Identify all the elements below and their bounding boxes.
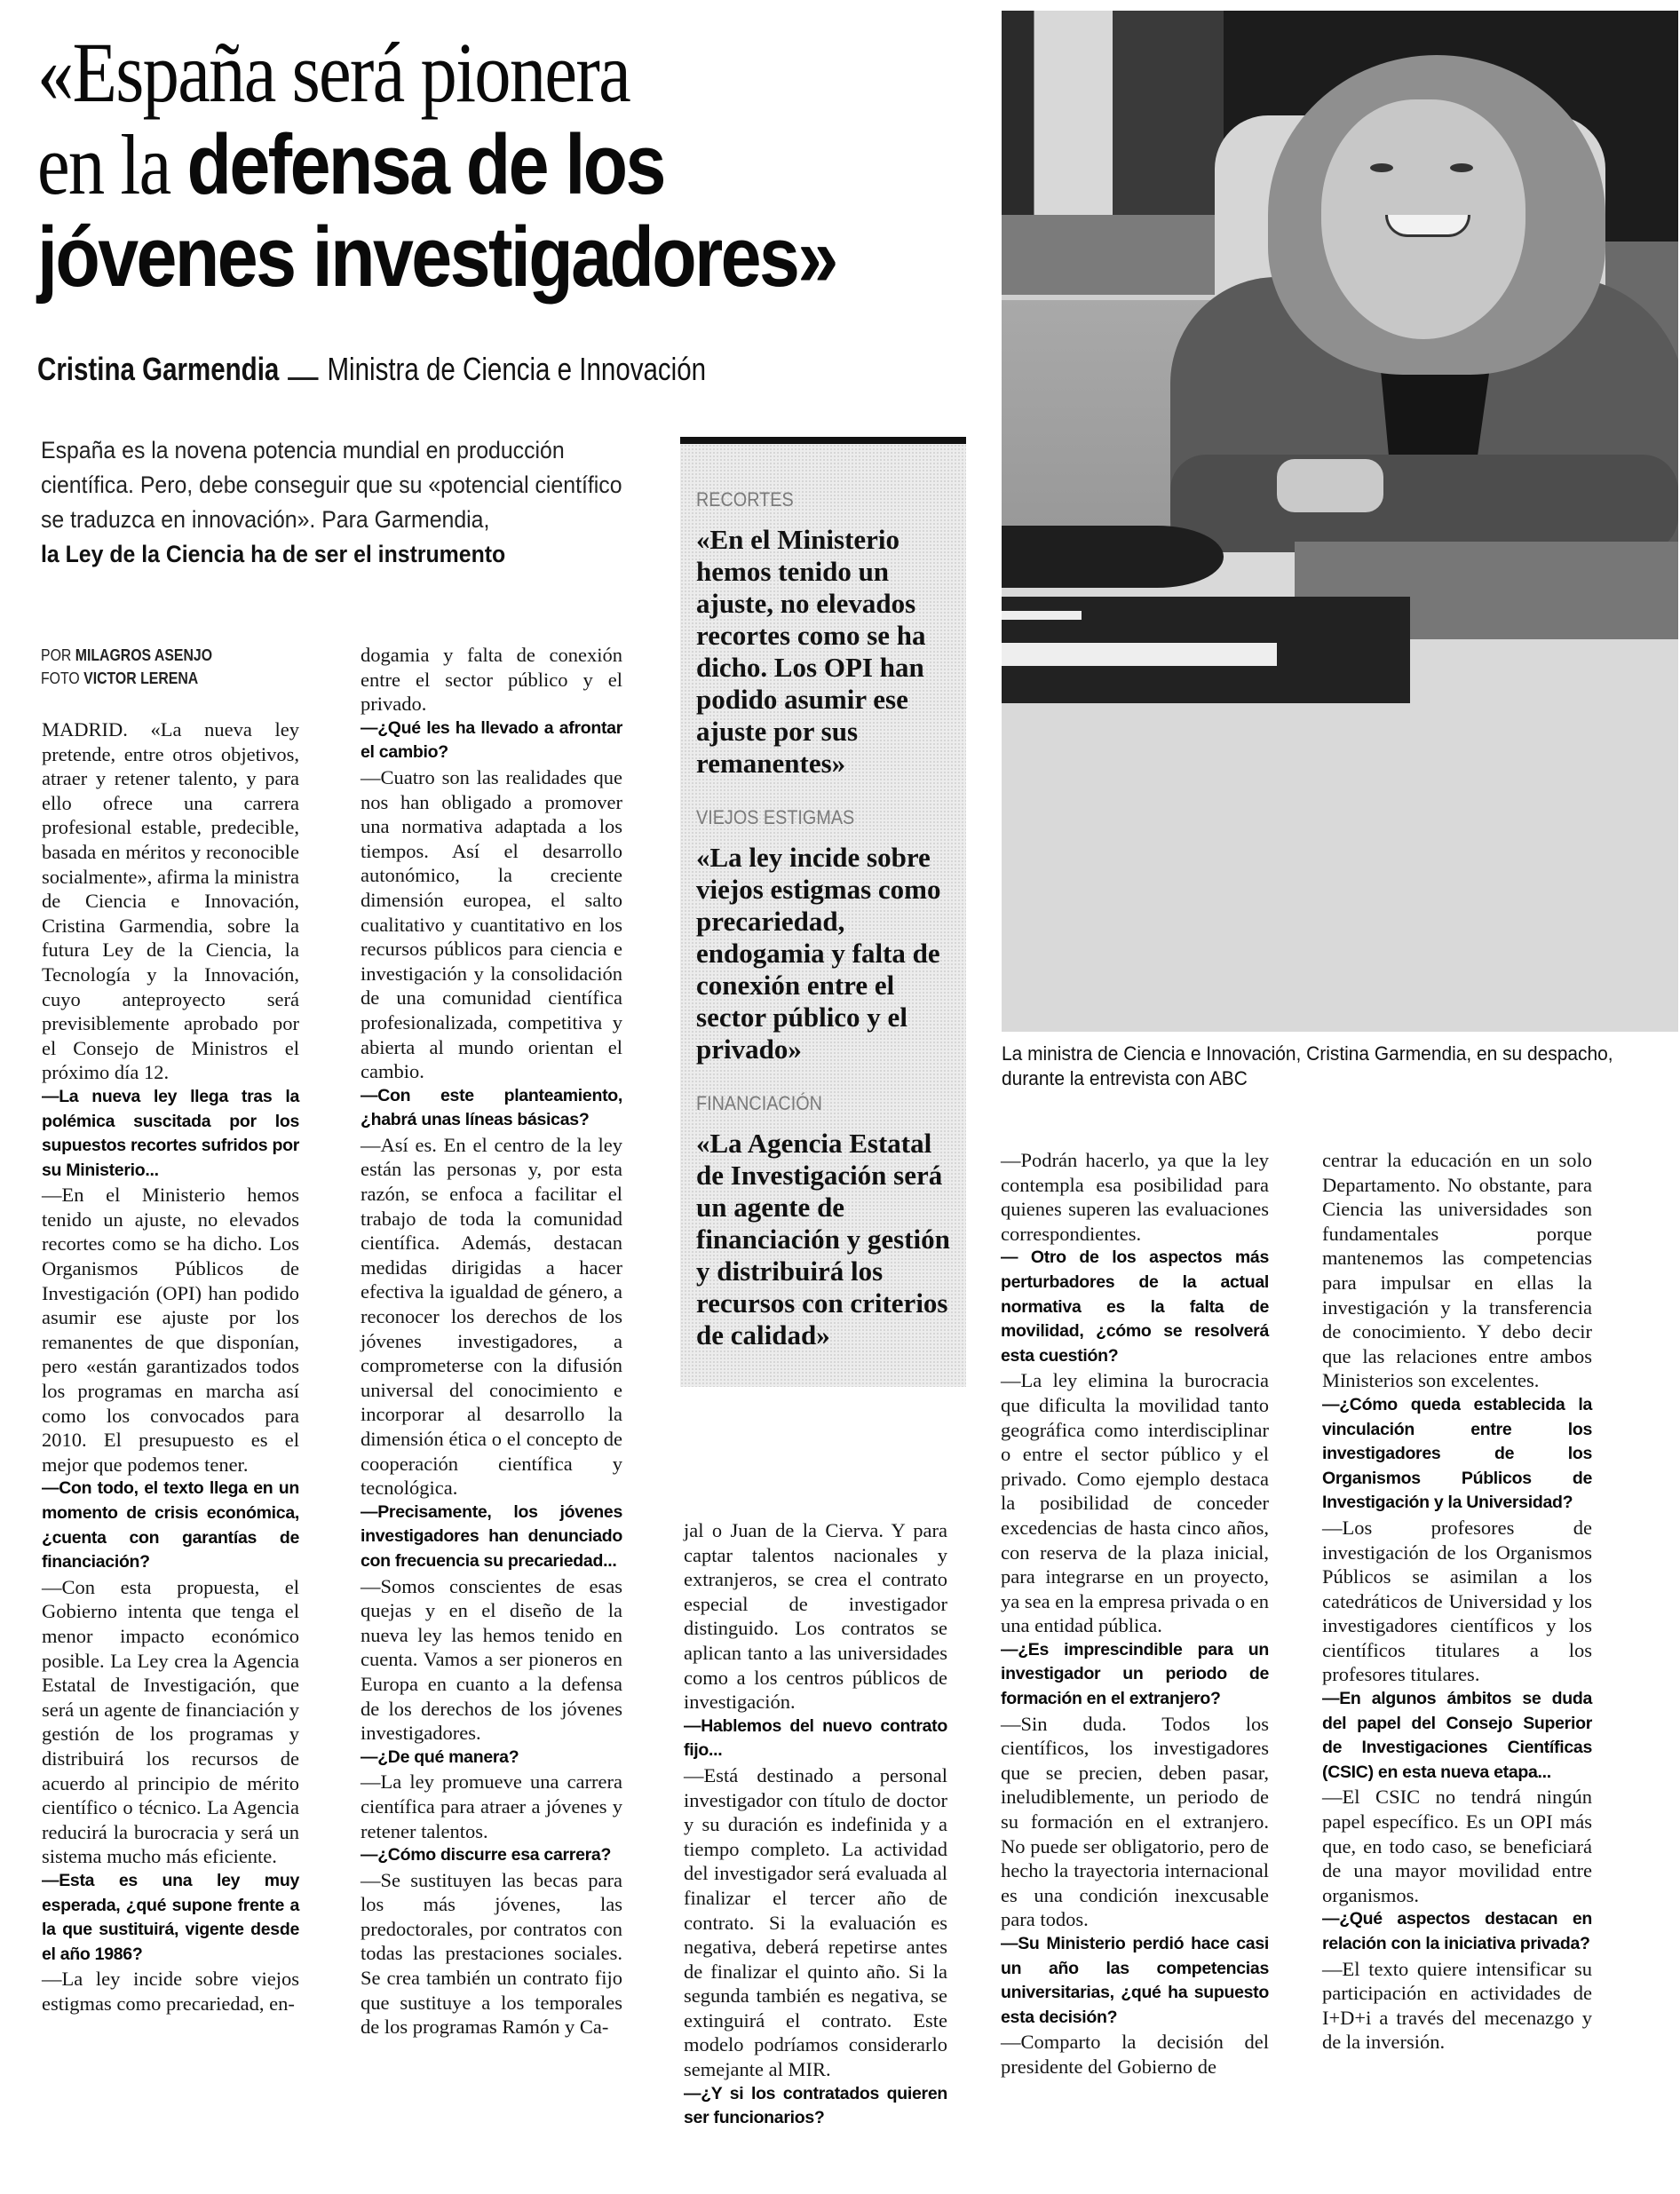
interview-question: —Hablemos del nuevo contrato fijo... <box>684 1715 947 1761</box>
photo-eye-left <box>1370 163 1393 172</box>
body-column-2 <box>361 643 622 2040</box>
interview-question: — Otro de los aspectos más perturbadores de la actual normativa es la falta de movilidad, ¿cómo se resolverá esta cuestión? <box>1001 1247 1269 1366</box>
interview-question: —Con todo, el texto llega en un momento de crisis económica, ¿cuenta con garantías de financiación? <box>42 1478 299 1572</box>
photo-credit: FOTO VICTOR LERENA <box>41 669 199 687</box>
sidebar-label: FINANCIACIÓN <box>696 1092 822 1114</box>
headline-line-1: «España será pionera <box>37 25 630 120</box>
pull-quote: «En el Ministerio hemos tenido un ajuste, no elevados recortes como se ha dicho. Los OPI han podido asumir ese ajuste por sus remanentes» <box>696 524 926 779</box>
interview-question: —Con este planteamiento, ¿habrá unas líneas básicas? <box>361 1085 622 1130</box>
interviewee-line <box>37 351 706 388</box>
interview-answer: centrar la educación en un solo Departamento. No obstante, para Ciencia las universidades son fundamentales porque mantenemos las competencias para impulsar en ellas la investigación y la transferencia de conocimiento. Y debo decir que las relaciones entre ambos Ministerios son excelentes. <box>1322 1149 1592 1392</box>
interview-question: —Esta es una ley muy esperada, ¿qué supone frente a la que sustituirá, vigente desde el año 1986? <box>42 1870 299 1964</box>
photo-shelf <box>1002 215 1215 295</box>
interview-answer: —En el Ministerio hemos tenido un ajuste, no elevados recortes como se ha dicho. Los Organismos Públicos de Investigación (OPI) han podido asumir ese ajuste por los remanentes de que disponían, pero «están garantizados todos los programas en marcha así como los convocados para 2010. El presupuesto es el mejor que podemos tener. <box>42 1184 299 1476</box>
sidebar-item-financiacion <box>680 1092 966 1351</box>
sidebar-item-viejos-estigmas <box>680 806 966 1065</box>
photo-smile <box>1385 215 1470 237</box>
interview-question: —En algunos ámbitos se duda del papel del Consejo Superior de Investigaciones Científicas (CSIC) en esta nueva etapa... <box>1322 1689 1592 1782</box>
sidebar-item-recortes <box>680 488 966 780</box>
pull-quotes-sidebar <box>680 437 966 1387</box>
interview-answer: —Sin duda. Todos los científicos, los investigadores que se precien, deben pasar, ineludiblemente, un periodo de su formación en el extranjero. No puede ser obligatorio, pero de hecho la trayectoria internacional es una condición inexcusable para todos. <box>1001 1712 1269 1931</box>
interview-answer: —Los profesores de investigación de los Organismos Públicos se asimilan a los catedráticos de Universidad y los investigadores científicos y los científicos titulares a los profesores titulares. <box>1322 1516 1592 1686</box>
credits <box>41 644 212 690</box>
pull-quote: «La Agencia Estatal de Investigación será un agente de financiación y gestión y distribuirá los recursos con criterios de calidad» <box>696 1128 950 1350</box>
body-column-1 <box>42 717 299 2016</box>
photo-crossed-arms <box>1170 455 1678 552</box>
interview-question: —La nueva ley llega tras la polémica suscitada por los supuestos recortes sufridos por su Ministerio... <box>42 1086 299 1180</box>
headline-line-3: jóvenes investigadores» <box>37 210 836 305</box>
interview-answer: —Comparto la decisión del presidente del Gobierno de <box>1001 2031 1269 2078</box>
interview-answer: —Se sustituyen las becas para los más jóvenes, las predoctorales, por contratos con todas las prestaciones sociales. Se crea también un contrato fijo que sustituye a los temporales de los programas Ramón y Ca- <box>361 1868 622 2039</box>
interview-question: —¿Qué aspectos destacan en relación con la iniciativa privada? <box>1322 1909 1592 1953</box>
deck-bold: la Ley de la Ciencia ha de ser el instrumento <box>41 541 506 567</box>
interview-question: —¿Y si los contratados quieren ser funcionarios? <box>684 2083 947 2128</box>
headline-line-2: en la defensa de los <box>37 117 664 212</box>
interview-answer: —Podrán hacerlo, ya que la ley contempla esa posibilidad para quienes superen las evaluaciones correspondientes. <box>1001 1149 1269 1245</box>
interview-question: —¿De qué manera? <box>361 1746 519 1767</box>
interview-answer: —La ley elimina la burocracia que dificulta la movilidad tanto geográfica como interdisciplinar o entre el sector público y el privado. Como ejemplo destaca la posibilidad de conceder excedencias de hasta cinco años, con reserva de la plaza inicial, para integrarse en un proyecto, ya sea en la empresa privada o en una entidad pública. <box>1001 1369 1269 1637</box>
interview-question: —Precisamente, los jóvenes investigadores han denunciado con frecuencia su precariedad... <box>361 1501 622 1571</box>
interview-question: —¿Cómo queda establecida la vinculación entre los investigadores de los Organismos Públicos de Investigación y la Universidad? <box>1322 1394 1592 1513</box>
headline <box>37 27 862 304</box>
portrait-photo <box>1002 11 1678 1032</box>
interview-answer: —La ley incide sobre viejos estigmas como precariedad, en- <box>42 1968 299 2015</box>
interview-question: —Su Ministerio perdió hace casi un año las competencias universitarias, ¿qué ha supuesto esta decisión? <box>1001 1934 1269 2027</box>
body-column-5 <box>1322 1148 1592 2055</box>
deck-subtitle <box>41 433 629 572</box>
interview-answer: —El texto quiere intensificar su participación en actividades de I+D+i a través del mecenazgo y de la inversión. <box>1322 1957 1592 2054</box>
deck-text: España es la novena potencia mundial en producción científica. Pero, debe conseguir que su «potencial científico se traduzca en innovación». Para Garmendia, <box>41 437 622 533</box>
interview-answer: dogamia y falta de conexión entre el sector público y el privado. <box>361 644 622 716</box>
sidebar-label: RECORTES <box>696 488 794 511</box>
pull-quote: «La ley incide sobre viejos estigmas como precariedad, endogamia y falta de conexión entre el sector público y el privado» <box>696 842 941 1065</box>
interview-answer: —La ley promueve una carrera científica para atraer a jóvenes y retener talentos. <box>361 1770 622 1842</box>
interview-answer: —Así es. En el centro de la ley están las personas y, por esta razón, se enfoca a facilitar el trabajo de toda la comunidad científica. Además, destacan medidas dirigidas a hacer efectiva la igualdad de género, a reconocer los derechos de los jóvenes investigadores, a comprometerse con la difusión universal del conocimiento e incorporar al desarrollo la dimensión ética o el concepto de cooperación científica y tecnológica. <box>361 1133 622 1500</box>
body-column-4 <box>1001 1148 1269 2079</box>
interview-answer: jal o Juan de la Cierva. Y para captar talentos nacionales y extranjeros, se crea el contrato especial de investigador distinguido. Los contratos se aplican tanto a las universidades como a los centros públicos de investigación. <box>684 1519 947 1714</box>
interview-answer: —Está destinado a personal investigador con título de doctor y su duración es indefinida y a tiempo completo. La actividad del investigador será evaluada al finalizar el tercer año de contrato. Si la evaluación es negativa, deberá repetirse antes de finalizar el quinto año. Si la segunda también es negativa, se extinguirá el contrato. Este modelo podríamos considerarlo semejante al MIR. <box>684 1763 947 2081</box>
photo-caption: La ministra de Ciencia e Innovación, Cristina Garmendia, en su despacho, durante la entrevista con ABC <box>1002 1042 1613 1089</box>
interview-answer: —Con esta propuesta, el Gobierno intenta que tenga el menor impacto económico posible. La Ley crea la Agencia Estatal de Investigación, que será un agente de financiación y gestión de los programas y distribuirá los recursos de acuerdo al principio de mérito científico o técnico. La Agencia reducirá la burocracia y será un sistema mucho más eficiente. <box>42 1575 299 1868</box>
photo-eye-right <box>1450 163 1473 172</box>
interview-answer: —El CSIC no tendrá ningún papel específico. Es un OPI más que, en todo caso, se beneficiará de una mayor movilidad entre organismos. <box>1322 1786 1592 1906</box>
interviewee-name: Cristina Garmendia <box>37 351 280 387</box>
body-column-3 <box>684 1518 947 2131</box>
interview-question: —¿Es imprescindible para un investigador un periodo de formación en el extranjero? <box>1001 1639 1269 1709</box>
interview-question: —¿Cómo discurre esa carrera? <box>361 1845 612 1865</box>
photo-hand-watch <box>1277 459 1383 512</box>
photo-dark-folder <box>1002 597 1410 703</box>
sidebar-label: VIEJOS ESTIGMAS <box>696 806 855 828</box>
author-credit: POR MILAGROS ASENJO <box>41 646 213 664</box>
interview-question: —¿Qué les ha llevado a afrontar el cambio? <box>361 717 622 763</box>
interview-answer: MADRID. «La nueva ley pretende, entre otros objetivos, atraer y retener talento, y para ello ofrece una carrera profesional estable, predecible, basada en méritos y reconocible socialmente», afirma la ministra de Ciencia e Innovación, Cristina Garmendia, sobre la futura Ley de la Ciencia, la Tecnología y la Innovación, cuyo anteproyecto será previsiblemente aprobado por el Consejo de Ministros el próximo día 12. <box>42 718 299 1084</box>
interview-answer: —Cuatro son las realidades que nos han obligado a promover una normativa adaptada a los tiempos. Así el desarrollo autonómico, la creciente dimensión europea, el salto cualitativo y cuantitativo en los recursos públicos para ciencia e investigación y la consolidación de una comunidad científica profesionalizada, competitiva y abierta al mundo orientan el cambio. <box>361 765 622 1083</box>
interview-answer: —Somos conscientes de esas quejas y en el diseño de la nueva ley las hemos tenido en cuenta. Vamos a ser pioneros en Europa en cuanto a la defensa de los derechos de los jóvenes investigadores. <box>361 1574 622 1745</box>
photo-mousepad <box>1002 526 1224 588</box>
interviewee-role: Ministra de Ciencia e Innovación <box>327 351 707 387</box>
separator-rule <box>288 377 318 380</box>
